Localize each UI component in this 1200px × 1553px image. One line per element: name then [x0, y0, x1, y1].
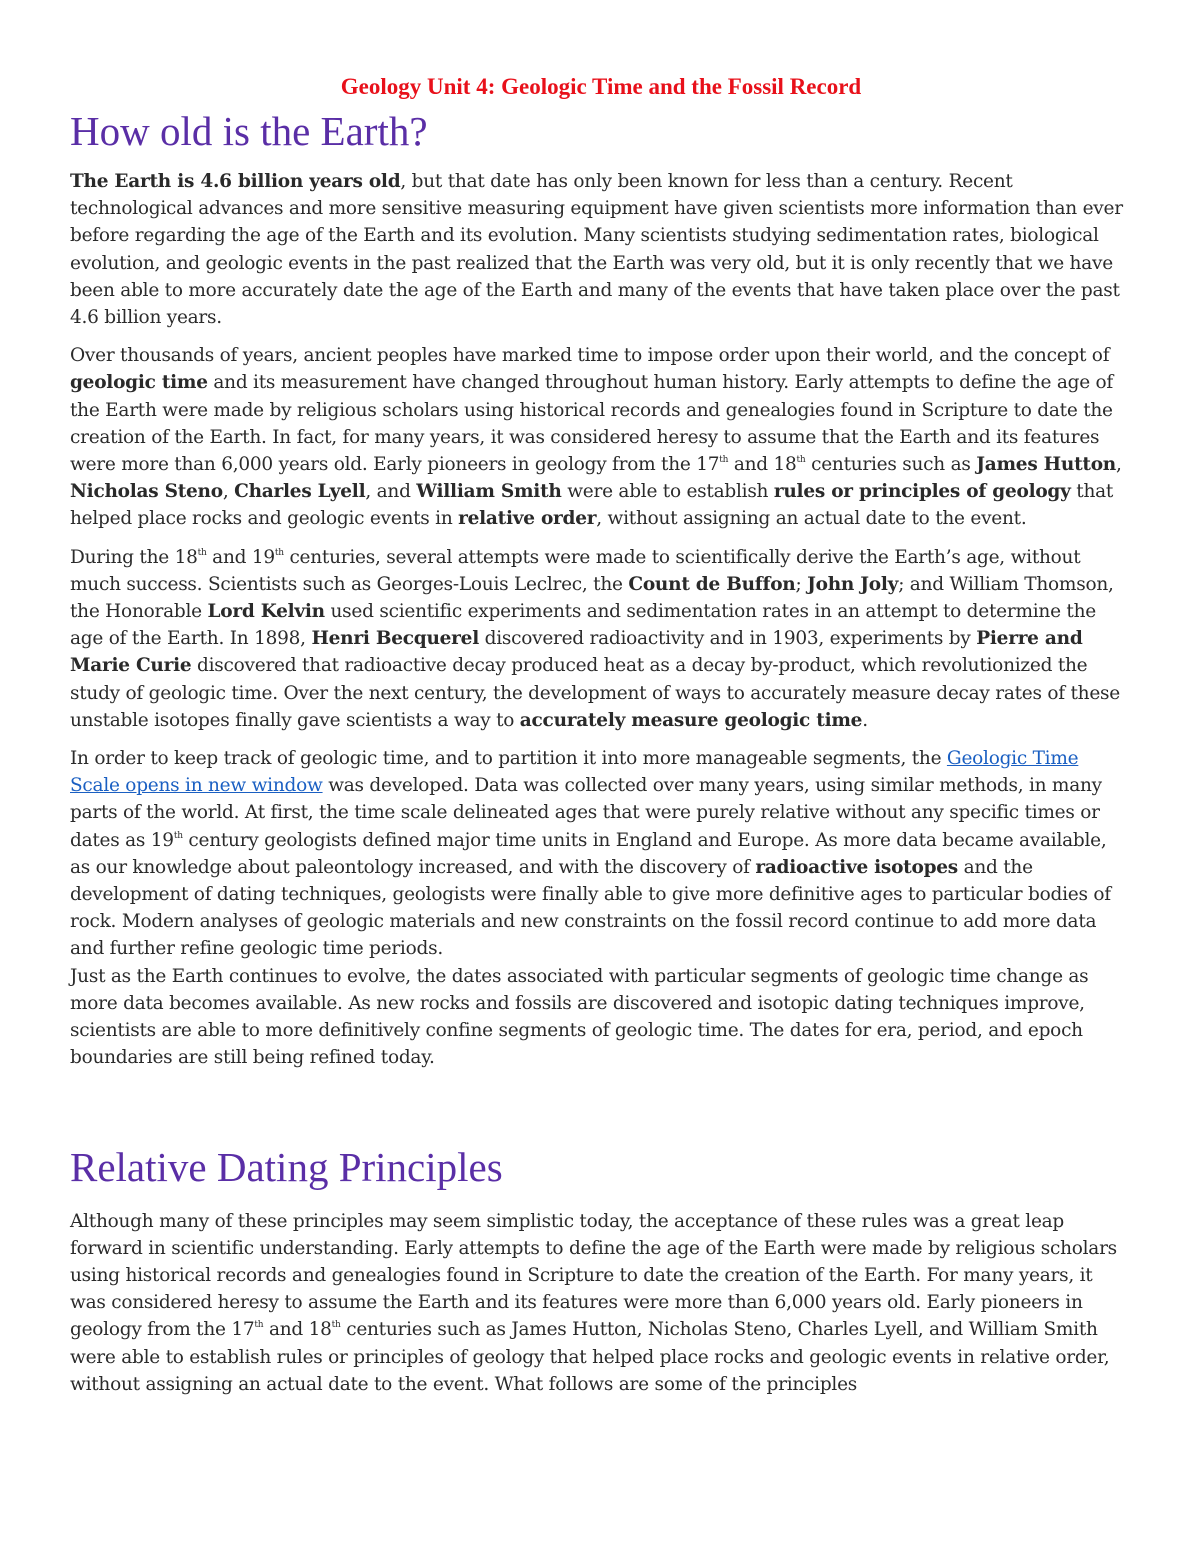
heading-relative-dating-principles: Relative Dating Principles	[70, 1143, 503, 1190]
bold-text: James Hutton	[976, 454, 1116, 476]
bold-text: accurately measure geologic time	[519, 709, 863, 731]
geologic-time-scale-link[interactable]: Geologic Time Scale opens in new window	[70, 748, 1079, 797]
bold-text: Henri Becquerel	[311, 628, 479, 650]
bold-text: Count de Buffon	[628, 573, 796, 595]
paragraph-age-attempts: During the 18th and 19th centuries, several attempts were made to scientifically derive the Earth’s age, without much success. Scientists such as Georges-Louis Leclrec, the Count de Buffon; John Joly; and William Thomson, the Honorable Lord Kelvin used scientific experiments and sedimentation rates in an attempt to determine the age of the Earth. In 1898, Henri Becquerel discovered radioactivity and in 1903, experiments by Pierre and Marie Curie discovered that radioactive decay produced heat as a decay by-product, which revolutionized the study of geologic time. Over the next century, the development of ways to accurately measure decay rates of these unstable isotopes finally gave scientists a way to accurately measure geologic time.	[70, 546, 1120, 731]
paragraph-earth-age: The Earth is 4.6 billion years old, but that date has only been known for less than a century. Recent technological advances and more sensitive measuring equipment have given scientists more information than ever before regarding the age of the Earth and its evolution. Many scientists studying sedimentation rates, biological evolution, and geologic events in the past realized that the Earth was very old, but it is only recently that we have been able to more accurately date the age of the Earth and many of the events that have taken place over the past 4.6 billion years.	[70, 171, 1123, 329]
bold-text: relative order	[458, 508, 597, 530]
document-page	[70, 72, 1132, 1409]
bold-text: radioactive isotopes	[755, 856, 958, 878]
bold-text: John Joly	[807, 573, 899, 595]
bold-text: Lord Kelvin	[207, 601, 325, 623]
paragraph-geologic-time-history: Over thousands of years, ancient peoples have marked time to impose order upon their world, and the concept of geologic time and its measurement have changed throughout human history. Early attempts to define the age of the Earth were made by religious scholars using historical records and genealogies found in Scripture to date the creation of the Earth. In fact, for many years, it was considered heresy to assume that the Earth and its features were more than 6,000 years old. Early pioneers in geology from the 17th and 18th centuries such as James Hutton, Nicholas Steno, Charles Lyell, and William Smith were able to establish rules or principles of geology that helped place rocks and geologic events in relative order, without assigning an actual date to the event.	[70, 345, 1122, 530]
paragraph-principles-intro: Although many of these principles may seem simplistic today, the acceptance of these rules was a great leap forward in scientific understanding. Early attempts to define the age of the Earth were made by religious scholars using historical records and genealogies found in Scripture to date the creation of the Earth. For many years, it was considered heresy to assume the Earth and its features were more than 6,000 years old. Early pioneers in geology from the 17th and 18th centuries such as James Hutton, Nicholas Steno, Charles Lyell, and William Smith were able to establish rules or principles of geology that helped place rocks and geologic events in relative order, without assigning an actual date to the event. What follows are some of the principles	[70, 1210, 1117, 1395]
bold-text: William Smith	[416, 481, 562, 503]
bold-text: Pierre and Marie Curie	[70, 628, 1083, 677]
heading-how-old-is-earth: How old is the Earth?	[70, 108, 428, 154]
bold-text: The Earth is 4.6 billion years old	[70, 171, 401, 192]
bold-text: geologic time	[70, 372, 208, 394]
paragraph-evolving-dates: Just as the Earth continues to evolve, the dates associated with particular segments of geologic time change as more data becomes available. As new rocks and fossils are discovered and isotopic dating techniques improve, scientists are able to more definitively confine segments of geologic time. The dates for era, period, and epoch boundaries are still being refined today.	[70, 965, 1089, 1069]
document-title: Geology Unit 4: Geologic Time and the Fossil Record	[340, 74, 862, 99]
bold-text: Charles Lyell	[234, 481, 366, 503]
paragraph-time-scale: In order to keep track of geologic time, and to partition it into more manageable segments, the Geologic Time Scale opens in new window was developed. Data was collected over many years, using similar methods, in many parts of the world. At first, the time scale delineated ages that were purely relative without any specific times or dates as 19th century geologists defined major time units in England and Europe. As more data became available, as our knowledge about paleontology increased, and with the discovery of radioactive isotopes and the development of dating techniques, geologists were finally able to give more definitive ages to particular bodies of rock. Modern analyses of geologic materials and new constraints on the fossil record continue to add more data and further refine geologic time periods.	[70, 748, 1111, 960]
bold-text: Nicholas Steno	[70, 481, 223, 503]
bold-text: rules or principles of geology	[773, 481, 1071, 503]
